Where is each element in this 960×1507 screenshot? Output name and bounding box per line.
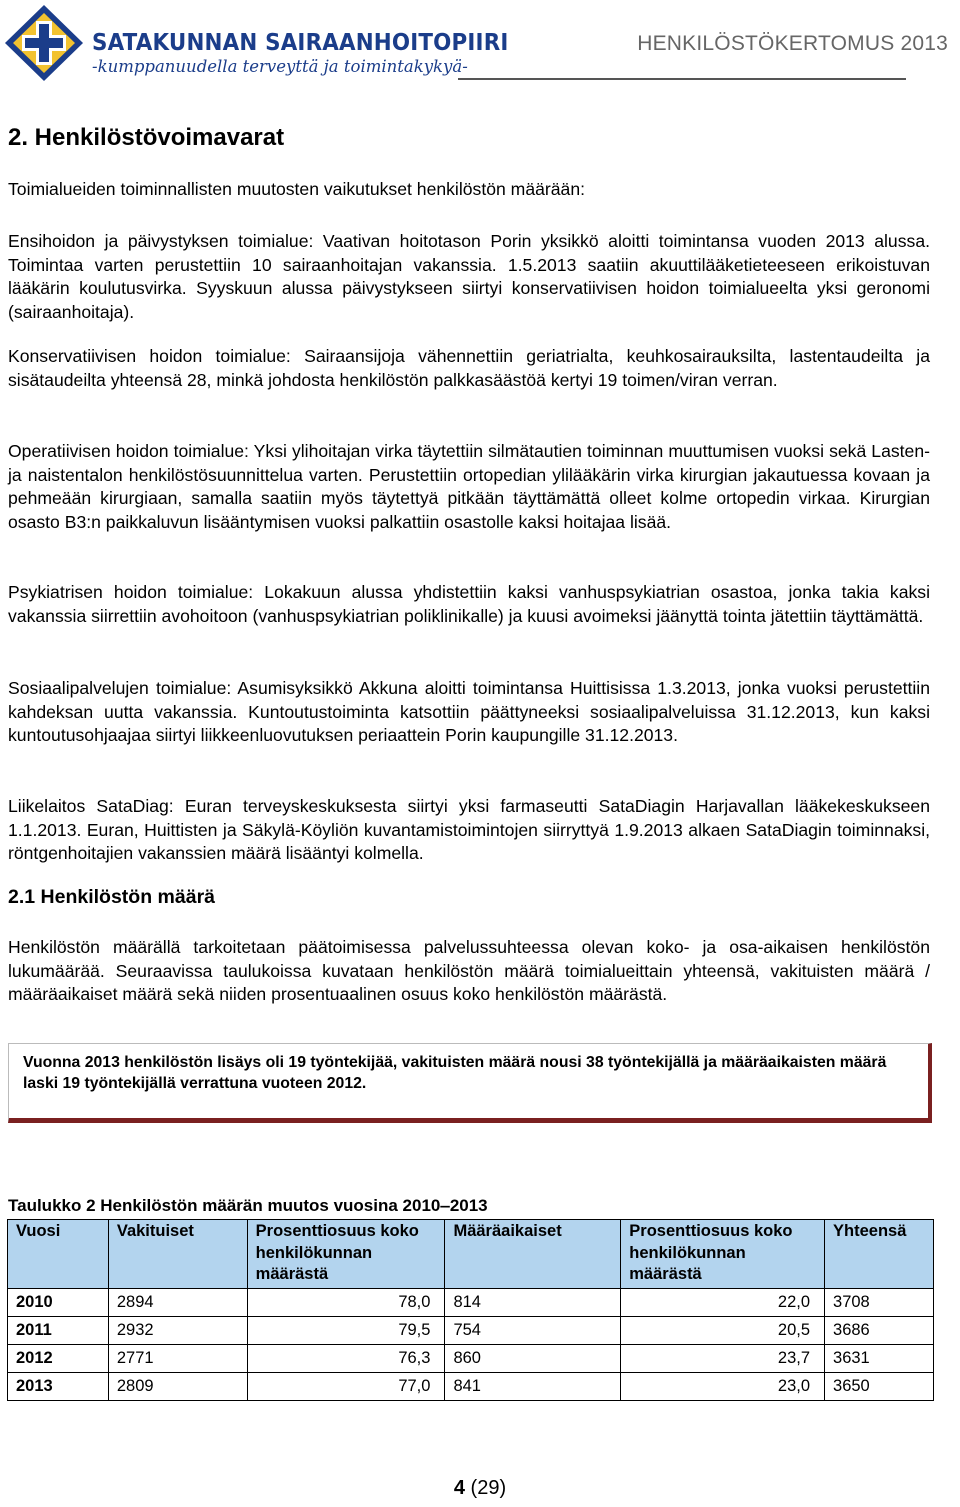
cell-permanent-percent: 77,0 <box>247 1372 445 1400</box>
cell-total: 3631 <box>825 1344 934 1372</box>
cell-permanent-percent: 76,3 <box>247 1344 445 1372</box>
paragraph-psychiatric: Psykiatrisen hoidon toimialue: Lokakuun alussa yhdistettiin kaksi vanhuspsykiatrian osastoa, jonka takia kaksi vakanssia siirrettiin avohoitoon (vanhuspsykiatrian poliklinikalle) ja kuusi avoimeksi jäänyttä tointa jätettiin täyttämättä. <box>8 582 930 626</box>
highlight-text: Vuonna 2013 henkilöstön lisäys oli 19 työntekijää, vakituisten määrä nousi 38 työntekijällä ja määräaikaisten määrä laski 19 työntekijällä verrattuna vuoteen 2012. <box>23 1054 887 1092</box>
cell-fixed-term: 754 <box>445 1316 621 1344</box>
highlight-box <box>8 1043 932 1123</box>
paragraph-satadiag: Liikelaitos SataDiag: Euran terveyskeskuksesta siirtyi yksi farmaseutti SataDiagin Harjavallan lääkekeskukseen 1.1.2013. Euran, Huittisten ja Säkylä-Köyliön kuvantamistoimintojen siirryttyä 1.9.2013 alkaen SataDiagin toiminnaksi, röntgenhoitajien vakanssien määrä lisääntyi kolmella. <box>8 796 930 863</box>
table-caption: Taulukko 2 Henkilöstön määrän muutos vuosina 2010‒2013 <box>8 1196 488 1215</box>
cell-fixed-term: 814 <box>445 1288 621 1316</box>
column-header-total: Yhteensä <box>825 1220 934 1289</box>
paragraph-staff-count: Henkilöstön määrällä tarkoitetaan päätoimisessa palvelussuhteessa olevan koko- ja osa-aikaisen henkilöstön lukumäärää. Seuraavissa taulukoissa kuvataan henkilöstön määrä toimialueittain yhteensä, vakituisten määrä / määräaikaiset määrä sekä niiden prosentuaalinen osuus koko henkilöstön määrästä. <box>8 937 930 1004</box>
page-number <box>0 1477 960 1500</box>
staff-table <box>7 1219 934 1401</box>
header-divider <box>458 78 906 80</box>
paragraph-operative: Operatiivisen hoidon toimialue: Yksi ylihoitajan virka täytettiin silmätautien toiminnan muuttumisen vuoksi sekä Lasten- ja naistentalon henkilöstösuunnittelua varten. Perustettiin ortopedian ylilääkärin virka kirurgian jakautuessa kovaan ja pehmeään kirurgiaan, samalla saatiin myös täytettyä pitkään täyttämättä olleet kolme ortopedin virkaa. Kirurgian osasto B3:n paikkaluvun lisääntymisen vuoksi palkattiin osastolle kaksi hoitajaa lisää. <box>8 441 930 532</box>
cell-fixed-term-percent: 22,0 <box>621 1288 825 1316</box>
cell-permanent-percent: 79,5 <box>247 1316 445 1344</box>
table-header-row <box>8 1220 934 1289</box>
cell-permanent: 2809 <box>108 1372 247 1400</box>
cell-permanent: 2894 <box>108 1288 247 1316</box>
column-header-year: Vuosi <box>8 1220 109 1289</box>
cell-year: 2011 <box>8 1316 109 1344</box>
table-row <box>8 1316 934 1344</box>
table-row <box>8 1344 934 1372</box>
cell-year: 2013 <box>8 1372 109 1400</box>
cell-fixed-term-percent: 23,7 <box>621 1344 825 1372</box>
subsection-heading: 2.1 Henkilöstön määrä <box>8 886 215 908</box>
document-title: HENKILÖSTÖKERTOMUS 2013 <box>637 32 948 55</box>
cell-total: 3686 <box>825 1316 934 1344</box>
column-header-fixed-term-percent: Prosenttiosuus koko henkilökunnan määrästä <box>621 1220 825 1289</box>
cell-total: 3650 <box>825 1372 934 1400</box>
cell-fixed-term-percent: 20,5 <box>621 1316 825 1344</box>
section-heading: 2. Henkilöstövoimavarat <box>8 124 285 151</box>
cell-permanent: 2932 <box>108 1316 247 1344</box>
page-current: 4 <box>453 1477 465 1499</box>
page-total: (29) <box>470 1477 507 1499</box>
organization-slogan: -kumppanuudella terveyttä ja toimintakykyä- <box>92 57 468 76</box>
column-header-fixed-term: Määräaikaiset <box>445 1220 621 1289</box>
paragraph-conservative: Konservatiivisen hoidon toimialue: Sairaansijoja vähennettiin geriatrialta, keuhkosairauksilta, lastentaudeilta ja sisätaudeilta yhteensä 28, minkä johdosta henkilöstön palkkasäästöä kertyi 19 toimen/viran verran. <box>8 346 930 390</box>
column-header-permanent: Vakituiset <box>108 1220 247 1289</box>
organization-logo <box>4 4 509 82</box>
cell-year: 2010 <box>8 1288 109 1316</box>
organization-name: SATAKUNNAN SAIRAANHOITOPIIRI <box>92 30 509 56</box>
column-header-permanent-percent: Prosenttiosuus koko henkilökunnan määrästä <box>247 1220 445 1289</box>
cell-permanent: 2771 <box>108 1344 247 1372</box>
cell-fixed-term: 860 <box>445 1344 621 1372</box>
paragraph-emergency: Ensihoidon ja päivystyksen toimialue: Vaativan hoitotason Porin yksikkö aloitti toimintansa vuoden 2013 alussa. Toimintaa varten perustettiin 10 sairaanhoitajan vakanssia. 1.5.2013 saatiin akuuttilääketieteeseen erikoistuvan lääkärin koulutusvirka. Syyskuun alussa päivystykseen siirtyi konservatiivisen hoidon toimialueelta yksi geronomi (sairaanhoitaja). <box>8 231 930 322</box>
cell-total: 3708 <box>825 1288 934 1316</box>
table-row <box>8 1372 934 1400</box>
cell-fixed-term: 841 <box>445 1372 621 1400</box>
paragraph-social-services: Sosiaalipalvelujen toimialue: Asumisyksikkö Akkuna aloitti toimintansa Huittisissa 1.3.2013, jonka vuoksi perustettiin kahdeksan uutta vakanssia. Kuntoutustoiminta katsottiin päättyneeksi sosiaalipalveluissa 31.12.2013, kun kaksi kuntoutusohjaajaa siirtyi liikkeenluovutuksen periaattein Porin kaupungille 31.12.2013. <box>8 678 930 745</box>
cell-permanent-percent: 78,0 <box>247 1288 445 1316</box>
cross-emblem-icon <box>4 4 84 82</box>
cell-year: 2012 <box>8 1344 109 1372</box>
table-row <box>8 1288 934 1316</box>
section-intro: Toimialueiden toiminnallisten muutosten vaikutukset henkilöstön määrään: <box>8 179 586 199</box>
cell-fixed-term-percent: 23,0 <box>621 1372 825 1400</box>
